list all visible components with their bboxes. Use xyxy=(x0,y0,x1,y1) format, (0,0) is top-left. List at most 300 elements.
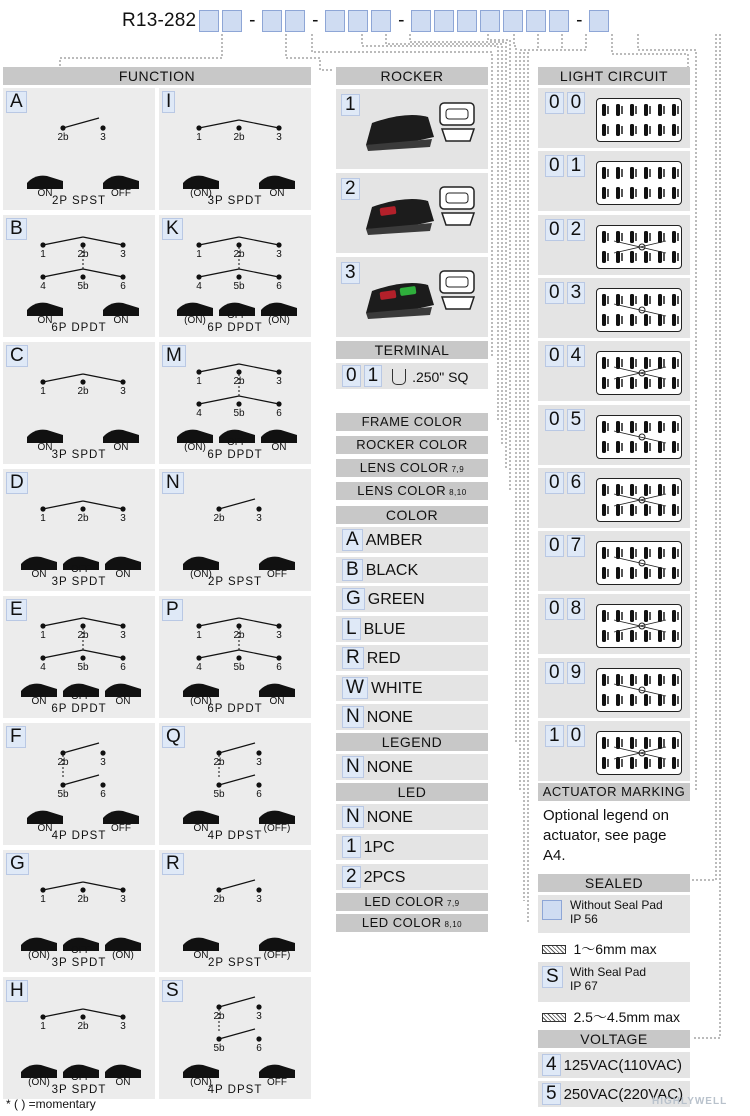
panel-thickness-icon xyxy=(542,1013,566,1022)
terminal-label: 5b xyxy=(57,789,69,800)
pn-dash: - xyxy=(398,10,405,31)
function-letter: D xyxy=(6,472,28,494)
contact-line xyxy=(83,374,123,382)
circuit-diagram-icon xyxy=(596,668,682,712)
function-caption: 3P SPDT xyxy=(207,195,263,207)
light-circuit-header: LIGHT CIRCUIT xyxy=(538,67,690,85)
rocker-position-icon xyxy=(103,430,139,443)
light-circuit-04 xyxy=(538,341,690,401)
rocker-position-icon xyxy=(103,811,139,824)
terminal-dot xyxy=(80,274,85,279)
terminal-label: 6 xyxy=(276,408,282,419)
position-label: ON xyxy=(269,696,285,707)
position-label: OFF xyxy=(71,691,91,702)
rocker-position-icon xyxy=(259,176,295,189)
terminal-dot xyxy=(236,369,241,374)
light-circuit-08 xyxy=(538,594,690,654)
terminal-label: 1 xyxy=(40,513,46,524)
circuit-diagram-icon xyxy=(596,225,682,269)
rocker-position-icon xyxy=(103,303,139,316)
function-caption: 3P SPDT xyxy=(51,957,107,969)
terminal-label: 1 xyxy=(40,386,46,397)
position-label: (OFF) xyxy=(263,950,291,961)
function-cell-f xyxy=(3,723,155,845)
terminal-label: 3 xyxy=(276,376,282,387)
rocker-position-icon xyxy=(105,938,141,951)
terminal-label: 3 xyxy=(276,249,282,260)
lc-digit: 0 xyxy=(545,219,564,241)
function-caption: 2P SPST xyxy=(207,576,263,588)
function-letter: Q xyxy=(162,726,185,748)
lc-digit: 3 xyxy=(567,282,586,304)
terminal-label: 5b xyxy=(233,408,245,419)
circuit-diagram-icon xyxy=(596,98,682,142)
terminal-label: 2b xyxy=(77,249,89,260)
function-cell-b xyxy=(3,215,155,337)
position-label: ON xyxy=(37,823,53,834)
rocker-position-icon xyxy=(259,684,295,697)
terminal-label: 3 xyxy=(100,132,106,143)
position-label: (ON) xyxy=(190,1077,212,1088)
terminal-label: 6 xyxy=(256,1043,262,1054)
terminal-dot xyxy=(80,242,85,247)
terminal-dot xyxy=(100,750,105,755)
rocker-position-icon xyxy=(21,1065,57,1078)
color-field-1 xyxy=(336,436,488,454)
terminal-label: 5b xyxy=(233,281,245,292)
terminal-dot xyxy=(80,506,85,511)
terminal-label: 3 xyxy=(276,630,282,641)
function-caption: 2P SPST xyxy=(207,957,263,969)
terminal-dot xyxy=(80,655,85,660)
position-label: OFF xyxy=(227,310,247,321)
rocker-code: 1 xyxy=(341,94,360,116)
led-color-field-1 xyxy=(336,914,488,932)
contact-line xyxy=(239,396,279,404)
position-label: ON xyxy=(113,442,129,453)
color-field-label: LENS COLOR xyxy=(357,483,447,498)
voltage-header: VOLTAGE xyxy=(538,1030,690,1048)
contact-line xyxy=(199,120,239,128)
terminal-label: 2b xyxy=(57,757,69,768)
without-seal-sub: IP 56 xyxy=(570,912,598,926)
contact-line xyxy=(83,501,123,509)
led-color-sub: 8,10 xyxy=(444,920,463,929)
terminal-dot xyxy=(100,782,105,787)
color-name: AMBER xyxy=(365,531,423,549)
lc-digit: 0 xyxy=(545,598,564,620)
rocker-position-icon xyxy=(103,176,139,189)
function-caption: 4P DPST xyxy=(207,1084,263,1096)
circuit-diagram-icon xyxy=(596,541,682,585)
terminal-dot xyxy=(80,1014,85,1019)
rocker-illustration-icon xyxy=(336,89,488,169)
function-cell-r xyxy=(159,850,311,972)
led-color-sub: 7,9 xyxy=(447,899,460,908)
lc-digit: 9 xyxy=(567,662,586,684)
led-code: 1 xyxy=(342,836,361,858)
terminal-label: 3 xyxy=(120,1021,126,1032)
legend-row xyxy=(336,754,488,780)
rocker-position-icon xyxy=(259,811,295,824)
light-circuit-06 xyxy=(538,468,690,528)
contact-line xyxy=(83,650,123,658)
function-caption: 6P DPDT xyxy=(51,322,107,334)
light-circuit-code xyxy=(545,535,588,557)
rocker-position-icon xyxy=(177,303,213,316)
contact-line xyxy=(219,743,255,753)
color-field-label: FRAME COLOR xyxy=(361,414,463,429)
led-color-label: LED COLOR xyxy=(361,915,442,930)
rocker-illustration-icon xyxy=(336,173,488,253)
terminal-label: 1 xyxy=(40,249,46,260)
function-cell-q xyxy=(159,723,311,845)
legend-code: N xyxy=(342,756,364,778)
function-letter: B xyxy=(6,218,27,240)
led-row-2 xyxy=(336,864,488,890)
lc-digit: 0 xyxy=(567,92,586,114)
function-caption: 2P SPST xyxy=(51,195,107,207)
part-number-prefix: R13-282 xyxy=(122,10,197,31)
function-cell-i xyxy=(159,88,311,210)
terminal-label: 3 xyxy=(120,249,126,260)
position-label: OFF xyxy=(267,569,287,580)
terminal-dot xyxy=(256,1036,261,1041)
light-circuit-code xyxy=(545,92,588,114)
terminal-label: 1 xyxy=(40,1021,46,1032)
terminal-label: 1 xyxy=(196,249,202,260)
sealed-header: SEALED xyxy=(538,874,690,892)
without-seal-title: Without Seal Pad xyxy=(570,898,663,912)
position-label: ON xyxy=(31,569,47,580)
rocker-option-3 xyxy=(336,257,488,337)
position-label: OFF xyxy=(267,1077,287,1088)
contact-line xyxy=(199,269,239,277)
color-row-w xyxy=(336,675,488,701)
contact-line xyxy=(43,374,83,382)
rocker-position-icon xyxy=(183,1065,219,1078)
function-letter: K xyxy=(162,218,183,240)
contact-line xyxy=(199,650,239,658)
contact-line xyxy=(239,618,279,626)
terminal-dot xyxy=(80,623,85,628)
lc-digit: 0 xyxy=(545,92,564,114)
color-code: N xyxy=(342,706,364,728)
terminal-dot xyxy=(236,401,241,406)
position-label: OFF xyxy=(111,823,131,834)
terminal-label: 6 xyxy=(100,789,106,800)
position-label: (ON) xyxy=(112,950,134,961)
rocker-code: 2 xyxy=(341,178,360,200)
rocker-header: ROCKER xyxy=(336,67,488,85)
contact-line xyxy=(43,618,83,626)
terminal-dot xyxy=(236,655,241,660)
terminal-label: .250" SQ xyxy=(412,368,469,385)
light-circuit-code xyxy=(545,219,588,241)
contact-line xyxy=(219,775,255,785)
function-caption: 3P SPDT xyxy=(51,449,107,461)
function-caption: 6P DPDT xyxy=(207,703,263,715)
lc-digit: 6 xyxy=(567,472,586,494)
terminal-label: 5b xyxy=(213,1043,225,1054)
rocker-position-icon xyxy=(261,303,297,316)
contact-line xyxy=(199,396,239,404)
terminal-header: TERMINAL xyxy=(336,341,488,359)
color-field-label: LENS COLOR xyxy=(359,460,449,475)
panel-thickness-icon xyxy=(542,945,566,954)
terminal-label: 3 xyxy=(120,630,126,641)
position-label: ON xyxy=(193,823,209,834)
function-letter: C xyxy=(6,345,28,367)
lc-digit: 0 xyxy=(567,725,586,747)
rocker-position-icon xyxy=(183,557,219,570)
position-label: (ON) xyxy=(190,696,212,707)
rocker-position-icon xyxy=(105,557,141,570)
light-circuit-code xyxy=(545,725,588,747)
position-label: (ON) xyxy=(184,315,206,326)
terminal-label: 2b xyxy=(233,630,245,641)
function-caption: 3P SPDT xyxy=(51,576,107,588)
lc-digit: 0 xyxy=(545,282,564,304)
contact-line xyxy=(83,882,123,890)
voltage-code: 4 xyxy=(542,1054,561,1076)
contact-line xyxy=(199,237,239,245)
terminal-label: 4 xyxy=(196,281,202,292)
contact-line xyxy=(63,743,99,753)
terminal-label: 4 xyxy=(40,662,46,673)
light-circuit-01 xyxy=(538,151,690,211)
rocker-position-icon xyxy=(27,430,63,443)
rocker-position-icon xyxy=(183,938,219,951)
terminal-label: 2b xyxy=(77,1021,89,1032)
color-name: RED xyxy=(366,649,401,667)
circuit-diagram-icon xyxy=(596,415,682,459)
terminal-label: 3 xyxy=(256,757,262,768)
position-label: (ON) xyxy=(268,315,290,326)
with-seal-range: 2.5～4.5mm max xyxy=(573,1009,681,1025)
circuit-diagram-icon xyxy=(596,604,682,648)
terminal-dot xyxy=(256,750,261,755)
position-label: (ON) xyxy=(28,1077,50,1088)
position-label: (ON) xyxy=(190,569,212,580)
function-header: FUNCTION xyxy=(3,67,311,85)
terminal-label: 4 xyxy=(196,662,202,673)
color-field-label: ROCKER COLOR xyxy=(356,437,468,452)
position-label: ON xyxy=(115,696,131,707)
color-row-b xyxy=(336,557,488,583)
terminal-dot xyxy=(256,1004,261,1009)
lc-digit: 2 xyxy=(567,219,586,241)
light-circuit-10 xyxy=(538,721,690,781)
terminal-label: 3 xyxy=(256,894,262,905)
function-caption: 6P DPDT xyxy=(51,703,107,715)
contact-line xyxy=(43,882,83,890)
lc-digit: 0 xyxy=(545,472,564,494)
contact-line xyxy=(83,618,123,626)
terminal-dot xyxy=(256,887,261,892)
terminal-label: 6 xyxy=(120,662,126,673)
with-seal-title: With Seal Pad xyxy=(570,965,647,979)
position-label: ON xyxy=(115,569,131,580)
color-code: R xyxy=(342,647,364,669)
color-code: G xyxy=(342,588,365,610)
terminal-label: 3 xyxy=(120,513,126,524)
position-label: OFF xyxy=(71,564,91,575)
terminal-dot xyxy=(236,125,241,130)
rocker-position-icon xyxy=(105,1065,141,1078)
light-circuit-code xyxy=(545,409,588,431)
color-row-a xyxy=(336,527,488,553)
contact-line xyxy=(43,237,83,245)
sealed-with-row xyxy=(538,962,690,1002)
color-name: BLUE xyxy=(363,620,406,638)
light-circuit-03 xyxy=(538,278,690,338)
rocker-illustration-icon xyxy=(336,257,488,337)
led-name: NONE xyxy=(366,808,413,826)
contact-line xyxy=(83,237,123,245)
sealed-with-range-row xyxy=(538,1004,690,1028)
function-letter: G xyxy=(6,853,29,875)
position-label: ON xyxy=(31,696,47,707)
sealed-without-range-row xyxy=(538,936,690,960)
sealed-without-row xyxy=(538,895,690,933)
position-label: ON xyxy=(193,950,209,961)
function-cell-s xyxy=(159,977,311,1099)
contact-line xyxy=(43,501,83,509)
rocker-code: 3 xyxy=(341,262,360,284)
color-field-0 xyxy=(336,413,488,431)
function-caption: 4P DPST xyxy=(207,830,263,842)
terminal-label: 2b xyxy=(213,513,225,524)
position-label: ON xyxy=(271,442,287,453)
light-circuit-code xyxy=(545,598,588,620)
contact-line xyxy=(43,650,83,658)
function-letter: S xyxy=(162,980,183,1002)
lc-digit: 4 xyxy=(567,345,586,367)
led-header: LED xyxy=(336,783,488,801)
function-cell-m xyxy=(159,342,311,464)
terminal-label: 6 xyxy=(256,789,262,800)
terminal-label: 3 xyxy=(120,894,126,905)
color-code: A xyxy=(342,529,363,551)
lc-digit: 1 xyxy=(567,155,586,177)
lc-digit: 0 xyxy=(545,345,564,367)
terminal-label: 2b xyxy=(77,894,89,905)
terminal-label: 2b xyxy=(213,757,225,768)
terminal-label: 5b xyxy=(233,662,245,673)
terminal-label: 5b xyxy=(77,281,89,292)
terminal-label: 1 xyxy=(196,132,202,143)
terminal-dot xyxy=(236,242,241,247)
contact-line xyxy=(239,650,279,658)
light-circuit-code xyxy=(545,472,588,494)
contact-line xyxy=(83,269,123,277)
position-label: ON xyxy=(37,442,53,453)
contact-line xyxy=(199,618,239,626)
terminal-label: 5b xyxy=(77,662,89,673)
function-cell-h xyxy=(3,977,155,1099)
terminal-label: 1 xyxy=(196,630,202,641)
led-name: 2PCS xyxy=(363,868,406,886)
color-name: BLACK xyxy=(365,561,419,579)
color-code: L xyxy=(342,618,361,640)
function-letter: E xyxy=(6,599,27,621)
terminal-label: 3 xyxy=(120,386,126,397)
lc-digit: 0 xyxy=(545,535,564,557)
lc-digit: 0 xyxy=(545,155,564,177)
rocker-position-icon xyxy=(261,430,297,443)
rocker-position-icon xyxy=(27,176,63,189)
light-circuit-code xyxy=(545,662,588,684)
function-cell-g xyxy=(3,850,155,972)
contact-line xyxy=(239,269,279,277)
terminal-dot xyxy=(236,623,241,628)
pn-dash: - xyxy=(312,10,319,31)
function-cell-e xyxy=(3,596,155,718)
position-label: (ON) xyxy=(190,188,212,199)
circuit-diagram-icon xyxy=(596,478,682,522)
rocker-position-icon xyxy=(259,557,295,570)
terminal-label: 2b xyxy=(233,249,245,260)
with-seal-code: S xyxy=(542,966,563,988)
terminal-code-1: 1 xyxy=(364,365,383,387)
contact-line xyxy=(219,880,255,890)
color-name: WHITE xyxy=(370,679,423,697)
color-field-sub: 7,9 xyxy=(451,465,465,474)
function-caption: 6P DPDT xyxy=(207,449,263,461)
position-label: ON xyxy=(113,315,129,326)
color-field-sub: 8,10 xyxy=(449,488,467,497)
color-header: COLOR xyxy=(336,506,488,524)
color-row-l xyxy=(336,616,488,642)
light-circuit-07 xyxy=(538,531,690,591)
function-caption: 3P SPDT xyxy=(51,1084,107,1096)
legend-name: NONE xyxy=(366,758,413,776)
rocker-position-icon xyxy=(177,430,213,443)
color-name: GREEN xyxy=(367,590,425,608)
position-label: OFF xyxy=(111,188,131,199)
function-cell-c xyxy=(3,342,155,464)
terminal-label: 2b xyxy=(77,630,89,641)
contact-line xyxy=(43,269,83,277)
terminal-label: 2b xyxy=(213,894,225,905)
rocker-position-icon xyxy=(183,684,219,697)
terminal-label: 6 xyxy=(276,662,282,673)
terminal-dot xyxy=(80,887,85,892)
terminal-label: 2b xyxy=(233,376,245,387)
lc-digit: 0 xyxy=(545,662,564,684)
color-code: W xyxy=(342,677,368,699)
rocker-position-icon xyxy=(21,938,57,951)
contact-line xyxy=(219,499,255,509)
contact-line xyxy=(63,118,99,128)
rocker-position-icon xyxy=(259,938,295,951)
position-label: OFF xyxy=(227,437,247,448)
position-label: ON xyxy=(115,1077,131,1088)
terminal-label: 3 xyxy=(256,513,262,524)
rocker-position-icon xyxy=(105,684,141,697)
lc-digit: 5 xyxy=(567,409,586,431)
led-code: 2 xyxy=(342,866,361,888)
function-cell-n xyxy=(159,469,311,591)
terminal-label: 2b xyxy=(77,513,89,524)
terminal-label: 1 xyxy=(196,376,202,387)
color-row-n xyxy=(336,704,488,730)
color-row-r xyxy=(336,645,488,671)
light-circuit-05 xyxy=(538,405,690,465)
led-color-field-0 xyxy=(336,893,488,911)
rocker-position-icon xyxy=(259,1065,295,1078)
